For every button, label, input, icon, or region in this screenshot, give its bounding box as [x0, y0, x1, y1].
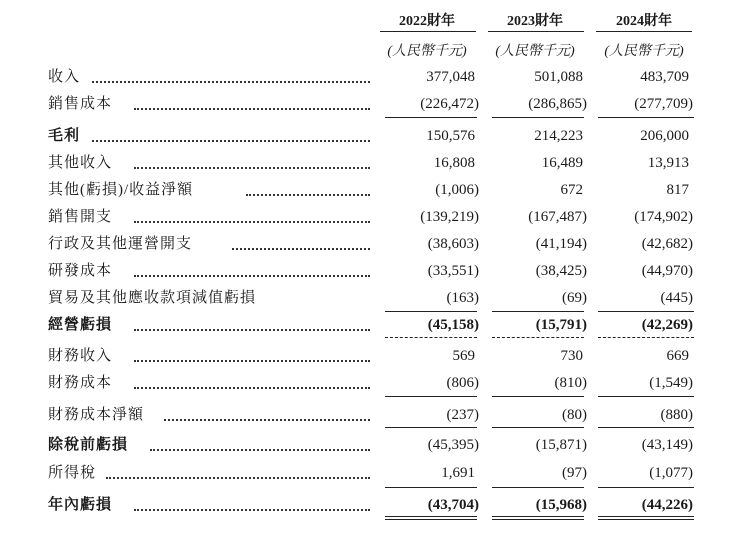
value-2023: (97): [562, 465, 587, 481]
value-2022: (163): [446, 290, 479, 306]
dot-leader: [92, 140, 370, 142]
value-2023: 501,088: [534, 69, 583, 85]
dot-leader: [134, 108, 370, 110]
total-double-rule: [385, 516, 477, 520]
value-2023: (41,194): [535, 236, 587, 252]
value-2024: (43,149): [641, 437, 693, 453]
subtotal-rule: [598, 117, 694, 118]
dot-leader: [134, 221, 370, 223]
year-header-2024: 2024財年: [616, 14, 672, 29]
subtotal-rule: [598, 427, 694, 428]
unit-label-2024: (人民幣千元): [604, 44, 684, 59]
value-2023: (15,871): [535, 437, 587, 453]
value-2022: 16,808: [433, 155, 475, 171]
year-header-2023: 2023財年: [507, 14, 563, 29]
dot-leader: [106, 477, 370, 479]
value-2023: (810): [554, 375, 587, 391]
value-2024: (174,902): [634, 209, 693, 225]
dot-leader: [134, 329, 370, 331]
value-2023: (286,865): [528, 96, 587, 112]
subtotal-rule: [385, 487, 477, 488]
subtotal-rule: [492, 117, 584, 118]
row-cost-of-sales: [0, 93, 751, 117]
row-other-income: [0, 152, 751, 176]
value-2022: (43,704): [427, 497, 479, 513]
header-rule: [488, 31, 584, 32]
subtotal-rule: [598, 396, 694, 397]
dot-leader: [134, 360, 370, 362]
row-other-losses-gains: [0, 179, 751, 203]
value-2024: 817: [666, 182, 689, 198]
value-2024: 206,000: [640, 128, 689, 144]
row-label: 所得稅: [48, 465, 97, 481]
dashed-rule: [385, 337, 477, 338]
row-income-tax: [0, 462, 751, 486]
value-2024: 669: [666, 348, 689, 364]
row-revenue: [0, 66, 751, 90]
value-2023: (15,968): [535, 497, 587, 513]
value-2022: 377,048: [426, 69, 475, 85]
row-net-finance-costs: [0, 404, 751, 428]
subtotal-rule: [492, 311, 584, 312]
dashed-rule: [492, 337, 584, 338]
dashed-rule: [598, 337, 694, 338]
value-2024: (1,549): [649, 375, 693, 391]
dot-leader: [150, 449, 370, 451]
unit-label-2022: (人民幣千元): [387, 44, 467, 59]
value-2022: 569: [452, 348, 475, 364]
dot-leader: [246, 194, 370, 196]
value-2022: (33,551): [427, 263, 479, 279]
value-2024: 13,913: [647, 155, 689, 171]
row-label: 銷售成本: [48, 96, 113, 112]
value-2023: (69): [562, 290, 587, 306]
value-2024: (277,709): [634, 96, 693, 112]
row-label: 行政及其他運營開支: [48, 236, 193, 252]
total-double-rule: [598, 516, 694, 520]
row-loss-before-tax: [0, 434, 751, 458]
row-finance-costs: [0, 372, 751, 396]
value-2023: 672: [560, 182, 583, 198]
value-2022: (1,006): [435, 182, 479, 198]
row-rd-costs: [0, 260, 751, 284]
dot-leader: [134, 167, 370, 169]
row-impairment-losses: [0, 287, 751, 311]
row-label: 其他收入: [48, 155, 113, 171]
row-operating-loss: [0, 314, 751, 338]
value-2024: (44,226): [641, 497, 693, 513]
subtotal-rule: [598, 487, 694, 488]
row-gross-profit: [0, 125, 751, 149]
value-2024: 483,709: [640, 69, 689, 85]
row-label: 貿易及其他應收款項減值虧損: [48, 290, 257, 306]
row-label: 除稅前虧損: [48, 437, 129, 453]
dot-leader: [134, 275, 370, 277]
value-2022: (139,219): [420, 209, 479, 225]
dot-leader: [134, 387, 370, 389]
row-label: 年內虧損: [48, 497, 113, 513]
row-label: 收入: [48, 69, 81, 85]
value-2022: (38,603): [427, 236, 479, 252]
value-2023: (15,791): [535, 317, 587, 333]
value-2023: (38,425): [535, 263, 587, 279]
row-label: 毛利: [48, 128, 81, 144]
value-2022: (806): [446, 375, 479, 391]
header-rule: [380, 31, 476, 32]
row-finance-income: [0, 345, 751, 369]
dot-leader: [164, 419, 370, 421]
row-label: 財務收入: [48, 348, 113, 364]
row-label: 其他(虧損)/收益淨額: [48, 182, 194, 198]
row-label: 經營虧損: [48, 317, 113, 333]
header-rule: [596, 31, 692, 32]
value-2024: (880): [660, 407, 693, 423]
dot-leader: [92, 81, 370, 83]
dot-leader: [232, 248, 370, 250]
row-label: 研發成本: [48, 263, 113, 279]
value-2023: 214,223: [534, 128, 583, 144]
value-2023: 16,489: [541, 155, 583, 171]
value-2022: 150,576: [426, 128, 475, 144]
value-2022: (237): [446, 407, 479, 423]
value-2024: (42,269): [641, 317, 693, 333]
value-2024: (1,077): [649, 465, 693, 481]
value-2023: (167,487): [528, 209, 587, 225]
row-label: 銷售開支: [48, 209, 113, 225]
value-2023: (80): [562, 407, 587, 423]
row-label: 財務成本淨額: [48, 407, 145, 423]
value-2022: 1,691: [441, 465, 475, 481]
dot-leader: [134, 509, 370, 511]
subtotal-rule: [385, 396, 477, 397]
unit-label-2023: (人民幣千元): [495, 44, 575, 59]
value-2024: (44,970): [641, 263, 693, 279]
value-2022: (45,395): [427, 437, 479, 453]
value-2022: (45,158): [427, 317, 479, 333]
row-admin-expenses: [0, 233, 751, 257]
value-2024: (42,682): [641, 236, 693, 252]
row-loss-for-year: [0, 494, 751, 518]
subtotal-rule: [598, 311, 694, 312]
value-2024: (445): [660, 290, 693, 306]
subtotal-rule: [492, 487, 584, 488]
subtotal-rule: [492, 427, 584, 428]
row-selling-expenses: [0, 206, 751, 230]
subtotal-rule: [385, 117, 477, 118]
subtotal-rule: [385, 311, 477, 312]
subtotal-rule: [385, 427, 477, 428]
total-double-rule: [492, 516, 584, 520]
subtotal-rule: [492, 396, 584, 397]
row-label: 財務成本: [48, 375, 113, 391]
year-header-2022: 2022財年: [399, 14, 455, 29]
value-2022: (226,472): [420, 96, 479, 112]
value-2023: 730: [560, 348, 583, 364]
